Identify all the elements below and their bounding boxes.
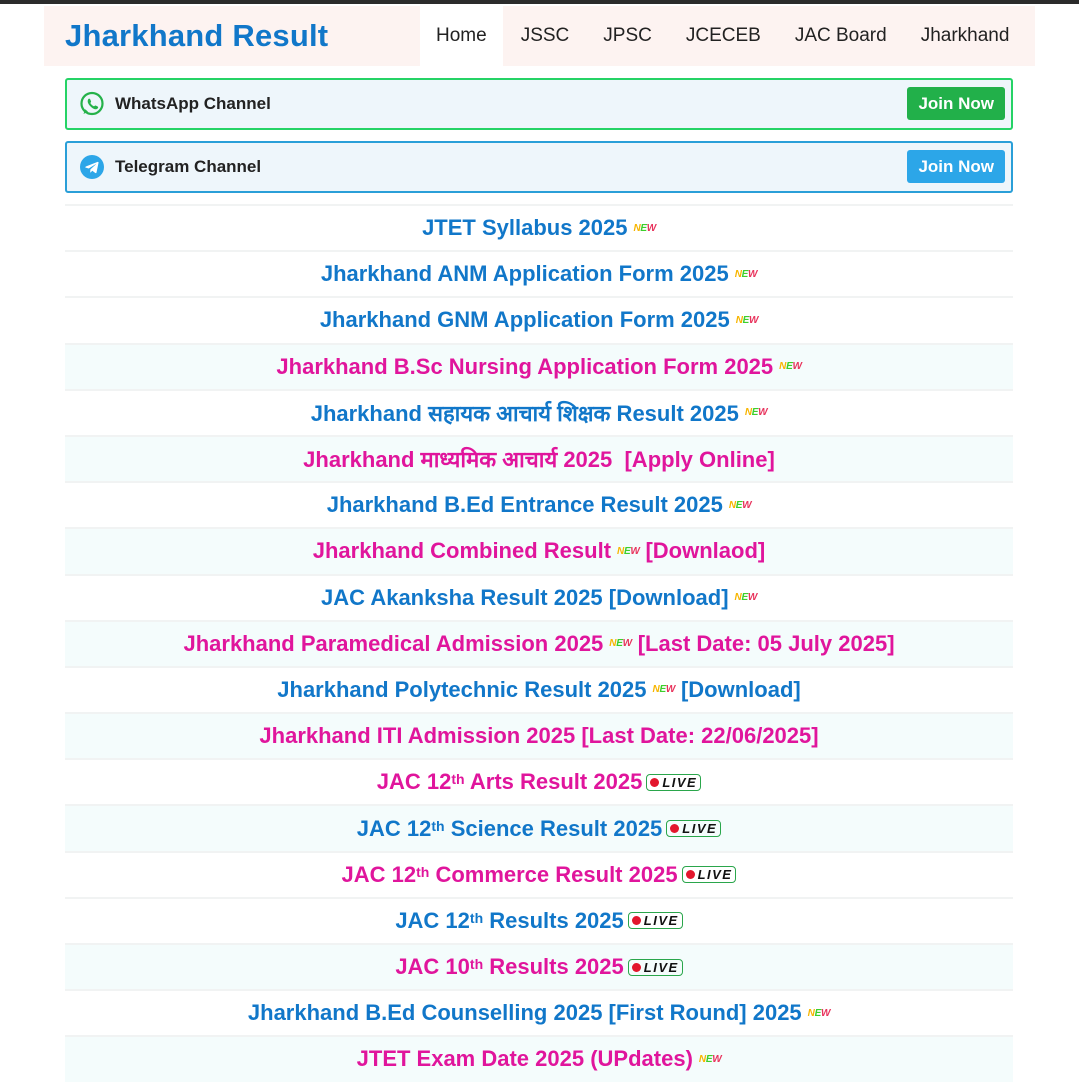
link-row[interactable] xyxy=(65,204,1013,250)
link-row[interactable] xyxy=(65,758,1013,804)
link-text-rest[interactable]: Commerce Result 2025 xyxy=(429,861,678,887)
link-row[interactable] xyxy=(65,943,1013,989)
live-badge-icon: LIVE xyxy=(666,820,721,837)
ordinal-suffix: th xyxy=(451,771,465,788)
link-row[interactable] xyxy=(65,620,1013,666)
link-row[interactable] xyxy=(65,435,1013,481)
ordinal-suffix: th xyxy=(431,817,445,834)
link-row[interactable] xyxy=(65,897,1013,943)
new-badge-icon: NEW xyxy=(698,1053,722,1065)
nav-jpsc[interactable]: JPSC xyxy=(603,25,652,46)
live-badge-icon: LIVE xyxy=(646,774,701,791)
ordinal-suffix: th xyxy=(416,863,430,880)
link-row[interactable] xyxy=(65,296,1013,342)
new-badge-icon: NEW xyxy=(609,638,632,650)
link-text-rest[interactable]: Science Result 2025 xyxy=(444,815,663,841)
whatsapp-channel-label: WhatsApp Channel xyxy=(115,94,271,113)
whatsapp-icon xyxy=(79,91,105,117)
link-text[interactable]: JTET Exam Date 2025 (UPdates) xyxy=(356,1046,693,1072)
link-text[interactable]: JAC 12 xyxy=(395,907,470,933)
link-row[interactable] xyxy=(65,481,1013,527)
new-badge-icon: NEW xyxy=(744,407,768,419)
link-row[interactable] xyxy=(65,1035,1013,1081)
link-text[interactable]: Jharkhand Polytechnic Result 2025 xyxy=(277,676,647,702)
link-row[interactable] xyxy=(65,250,1013,296)
telegram-join-button[interactable]: Join Now xyxy=(907,150,1005,183)
new-badge-icon: NEW xyxy=(728,499,752,511)
link-text[interactable]: Jharkhand GNM Application Form 2025 xyxy=(319,307,730,333)
whatsapp-channel-box xyxy=(65,78,1013,130)
link-suffix[interactable]: [Download] xyxy=(680,676,801,702)
nav-jceceb[interactable]: JCECEB xyxy=(685,25,761,46)
new-badge-icon: NEW xyxy=(735,314,759,326)
link-row[interactable] xyxy=(65,989,1013,1035)
link-text[interactable]: JAC Akanksha Result 2025 [Download] xyxy=(321,584,729,610)
link-text[interactable]: JAC 10 xyxy=(395,954,470,980)
new-badge-icon: NEW xyxy=(734,592,757,604)
nav-jssc[interactable]: JSSC xyxy=(520,25,570,46)
telegram-channel-box xyxy=(65,141,1013,193)
link-row[interactable] xyxy=(65,851,1013,897)
link-text[interactable]: JAC 12 xyxy=(341,861,417,887)
ordinal-suffix: th xyxy=(469,909,484,926)
link-text[interactable]: JAC 12 xyxy=(356,815,432,841)
link-suffix[interactable]: [Downlaod] xyxy=(645,538,766,564)
link-row[interactable] xyxy=(65,712,1013,758)
link-row[interactable] xyxy=(65,527,1013,573)
link-row[interactable] xyxy=(65,343,1013,389)
top-border xyxy=(0,0,1079,4)
site-header xyxy=(44,6,1035,66)
new-badge-icon: NEW xyxy=(633,222,656,234)
link-row[interactable] xyxy=(65,804,1013,850)
link-text[interactable]: Jharkhand B.Ed Counselling 2025 [First Round] 2025 xyxy=(247,1000,802,1026)
link-suffix[interactable]: [Last Date: 05 July 2025] xyxy=(637,630,895,656)
new-badge-icon: NEW xyxy=(807,1007,831,1019)
telegram-channel-label: Telegram Channel xyxy=(115,157,262,176)
link-text-rest[interactable]: Results 2025 xyxy=(483,954,624,980)
link-text[interactable]: Jharkhand ANM Application Form 2025 xyxy=(320,261,729,287)
nav-home[interactable]: Home xyxy=(420,6,503,66)
live-badge-icon: LIVE xyxy=(682,866,737,883)
link-text[interactable]: JTET Syllabus 2025 xyxy=(422,215,628,241)
new-badge-icon: NEW xyxy=(734,268,758,280)
result-links-list xyxy=(65,204,1013,1082)
link-text[interactable]: Jharkhand माध्यमिक आचार्य 2025 [Apply Online] xyxy=(303,447,775,473)
main-nav xyxy=(420,6,1027,66)
link-row[interactable] xyxy=(65,666,1013,712)
whatsapp-join-button[interactable]: Join Now xyxy=(907,87,1005,120)
new-badge-icon: NEW xyxy=(779,361,802,373)
telegram-icon xyxy=(79,154,105,180)
site-title[interactable]: Jharkhand Result xyxy=(65,18,329,53)
link-text-rest[interactable]: Results 2025 xyxy=(483,907,624,933)
link-row[interactable] xyxy=(65,389,1013,435)
link-text[interactable]: Jharkhand B.Ed Entrance Result 2025 xyxy=(326,492,723,518)
new-badge-icon: NEW xyxy=(617,545,640,557)
link-text-rest[interactable]: Arts Result 2025 xyxy=(464,769,643,795)
live-badge-icon: LIVE xyxy=(628,959,683,976)
link-text[interactable]: Jharkhand Combined Result xyxy=(312,538,612,564)
live-badge-icon: LIVE xyxy=(628,912,683,929)
ordinal-suffix: th xyxy=(469,956,484,973)
new-badge-icon: NEW xyxy=(652,684,675,696)
nav-jharkhand[interactable]: Jharkhand xyxy=(920,25,1010,46)
link-text[interactable]: JAC 12 xyxy=(376,769,452,795)
link-row[interactable] xyxy=(65,574,1013,620)
link-text[interactable]: Jharkhand Paramedical Admission 2025 xyxy=(183,630,604,656)
link-text[interactable]: Jharkhand सहायक आचार्य शिक्षक Result 2025 xyxy=(310,400,739,426)
nav-jac-board[interactable]: JAC Board xyxy=(794,25,887,46)
link-text[interactable]: Jharkhand ITI Admission 2025 [Last Date: 22/06/2025] xyxy=(259,723,819,749)
link-text[interactable]: Jharkhand B.Sc Nursing Application Form 2025 xyxy=(276,353,774,379)
